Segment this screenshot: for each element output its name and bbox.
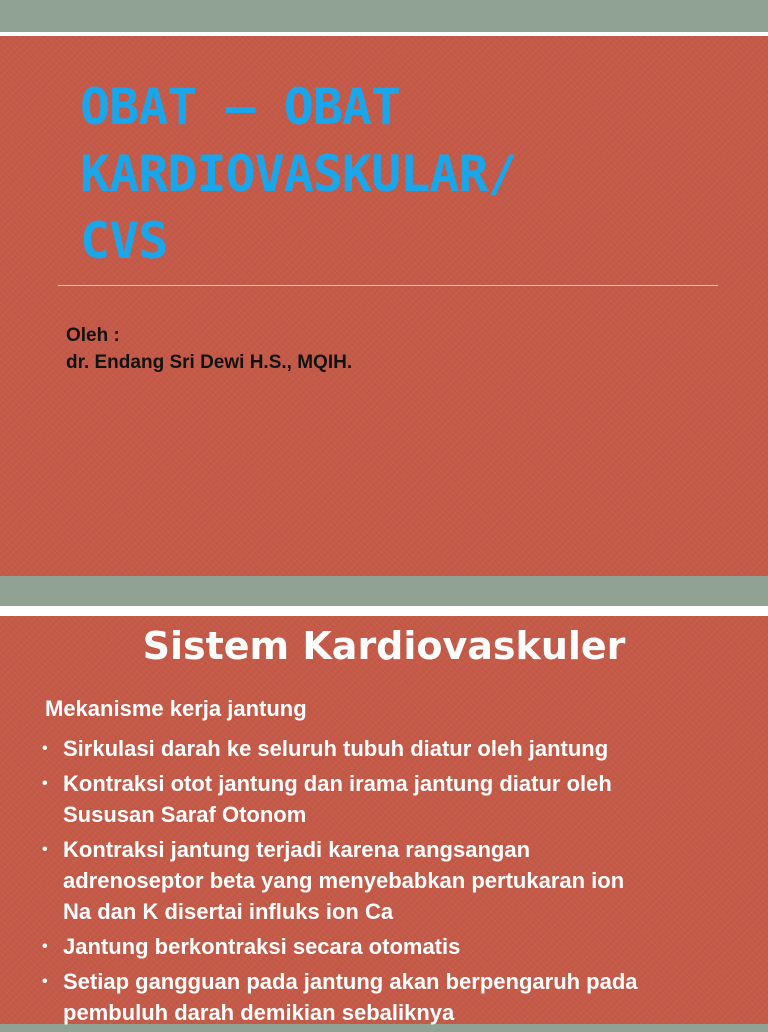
bullet-item (42, 768, 762, 830)
bullet-item (42, 733, 762, 764)
bullet-list (42, 733, 762, 1032)
bullet-icon: • (42, 938, 48, 955)
bullet-text: Na dan K disertai influks ion Ca (63, 899, 394, 924)
bullet-item (42, 966, 762, 1028)
title-slide (0, 32, 768, 576)
bullet-icon: • (42, 841, 48, 858)
bullet-text: pembuluh darah demikian sebaliknya (63, 1000, 455, 1025)
bullet-text: Sususan Saraf Otonom (63, 802, 307, 827)
bullet-item (42, 834, 762, 927)
bullet-text: adrenoseptor beta yang menyebabkan pertukaran ion (63, 868, 625, 893)
author-block (66, 322, 352, 376)
slide-title-line: KARDIOVASKULAR/ (80, 145, 517, 203)
bullet-icon: • (42, 973, 48, 990)
content-slide-subtitle: Mekanisme kerja jantung (45, 696, 307, 721)
bullet-text: Setiap gangguan pada jantung akan berpengaruh pada (63, 969, 638, 994)
slide-title (80, 74, 740, 275)
bullet-text: Sirkulasi darah ke seluruh tubuh diatur oleh jantung (63, 736, 609, 761)
slide-title-line: OBAT – OBAT (80, 78, 401, 136)
content-slide (0, 606, 768, 1024)
title-divider (58, 285, 718, 286)
bullet-text: Kontraksi jantung terjadi karena rangsangan (63, 837, 531, 862)
content-slide-title: Sistem Kardiovaskuler (142, 624, 626, 668)
bullet-text: Jantung berkontraksi secara otomatis (63, 934, 461, 959)
bullet-item (42, 931, 762, 962)
bullet-text: Kontraksi otot jantung dan irama jantung diatur oleh (63, 771, 612, 796)
bullet-icon: • (42, 740, 48, 757)
author-name: dr. Endang Sri Dewi H.S., MQIH. (66, 352, 353, 373)
slide-title-line: CVS (80, 212, 168, 270)
bullet-icon: • (42, 775, 48, 792)
author-label: Oleh : (66, 325, 120, 346)
